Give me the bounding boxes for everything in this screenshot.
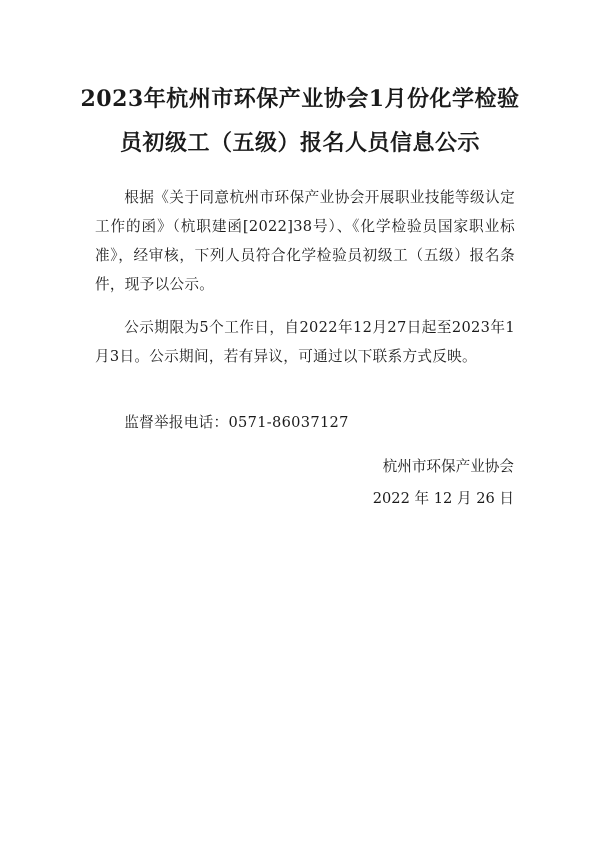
signature-organization: 杭州市环保产业协会 bbox=[382, 458, 514, 475]
document-title-line-2: 员初级工（五级）报名人员信息公示 bbox=[119, 130, 480, 156]
paragraph-basis: 根据《关于同意杭州市环保产业协会开展职业技能等级认定工作的函》（杭职建函[2022]38号）、《化学检验员国家职业标准》，经审核，下列人员符合化学检验员初级工（五级）报名条件，现予以公示。 bbox=[95, 189, 515, 293]
document-title-line-1: 2023年杭州市环保产业协会1月份化学检验 bbox=[80, 86, 520, 112]
paragraph-hotline: 监督举报电话：0571-86037127 bbox=[124, 414, 349, 431]
signature-date: 2022 年 12 月 26 日 bbox=[372, 490, 514, 507]
paragraph-period: 公示期限为5个工作日，自2022年12月27日起至2023年1月3日。公示期间，若有异议，可通过以下联系方式反映。 bbox=[95, 319, 515, 365]
